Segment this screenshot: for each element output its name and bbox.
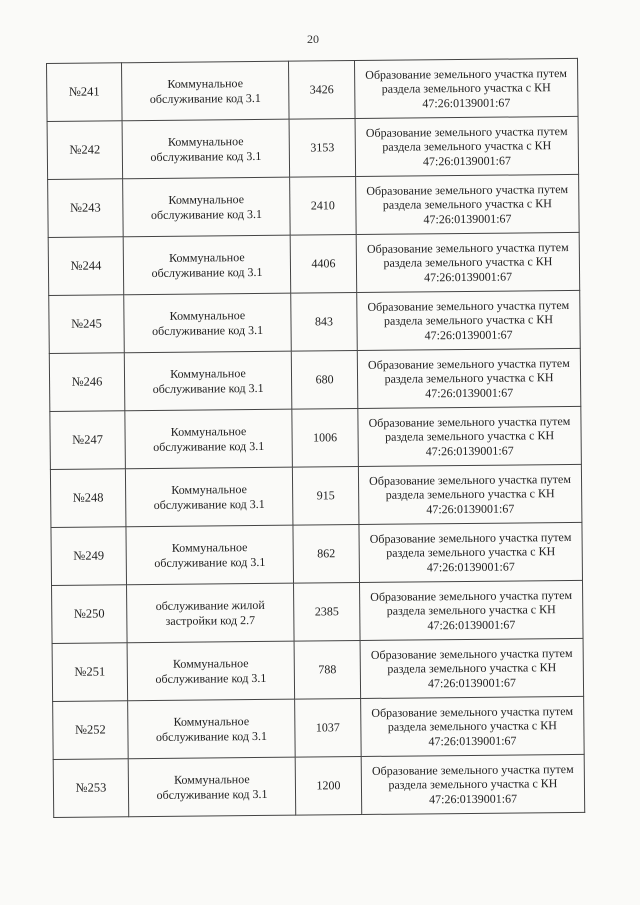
formation-method-cell-text: Образование земельного участка путем раздела земельного участка с КН 47:26:0139001:67	[367, 297, 570, 343]
formation-method-cell	[357, 348, 581, 408]
formation-method-cell-text: Образование земельного участка путем раздела земельного участка с КН 47:26:0139001:67	[369, 529, 572, 575]
table-row	[47, 58, 579, 121]
area-cell	[288, 61, 355, 120]
formation-method-cell	[355, 116, 579, 176]
permitted-use-cell	[123, 177, 291, 237]
table-row	[53, 754, 585, 817]
area-cell-text: 680	[315, 372, 334, 387]
area-cell-text: 3426	[309, 82, 334, 97]
area-cell-text: 1037	[315, 720, 340, 735]
area-cell-text: 3153	[310, 140, 335, 155]
plot-number-cell-text: №248	[72, 490, 104, 505]
area-cell	[295, 757, 362, 816]
formation-method-cell-text: Образование земельного участка путем раздела земельного участка с КН 47:26:0139001:67	[371, 761, 574, 807]
plot-number-cell	[53, 759, 129, 818]
area-cell	[290, 235, 357, 294]
permitted-use-cell-text: Коммунальное обслуживание код 3.1	[154, 539, 266, 570]
page-number: 20	[307, 32, 319, 46]
area-cell	[289, 119, 356, 178]
area-cell	[292, 467, 359, 526]
formation-method-cell	[356, 174, 580, 234]
formation-method-cell-text: Образование земельного участка путем раздела земельного участка с КН 47:26:0139001:67	[365, 65, 568, 111]
area-cell-text: 4406	[311, 256, 336, 271]
formation-method-cell-text: Образование земельного участка путем раздела земельного участка с КН 47:26:0139001:67	[369, 471, 571, 517]
plot-number-cell	[50, 469, 126, 528]
formation-method-cell	[356, 232, 580, 292]
table-row	[50, 464, 582, 527]
area-cell	[292, 409, 359, 468]
formation-method-cell	[354, 58, 578, 118]
permitted-use-cell-text: Коммунальное обслуживание код 3.1	[156, 771, 268, 802]
permitted-use-cell	[125, 409, 293, 469]
permitted-use-cell	[122, 119, 290, 179]
plot-number-cell-text: №252	[74, 722, 106, 737]
formation-method-cell-text: Образование земельного участка путем раздела земельного участка с КН 47:26:0139001:67	[370, 587, 573, 633]
permitted-use-cell	[122, 61, 290, 121]
permitted-use-cell	[125, 467, 293, 527]
plot-number-cell	[52, 643, 128, 702]
plot-number-cell	[53, 701, 129, 760]
plot-number-cell-text: №251	[74, 664, 106, 679]
table-body	[47, 58, 585, 817]
table-row	[52, 580, 584, 643]
area-cell	[294, 641, 361, 700]
plot-number-cell	[49, 295, 125, 354]
permitted-use-cell-text: обслуживание жилой застройки код 2.7	[155, 597, 265, 628]
area-cell	[293, 525, 360, 584]
permitted-use-cell	[128, 757, 296, 817]
permitted-use-cell-text: Коммунальное обслуживание код 3.1	[155, 713, 268, 744]
area-cell	[294, 583, 361, 642]
formation-method-cell	[358, 406, 582, 466]
area-cell-text: 915	[316, 488, 335, 503]
formation-method-cell-text: Образование земельного участка путем раздела земельного участка с КН 47:26:0139001:67	[368, 413, 571, 459]
formation-method-cell	[360, 638, 584, 698]
area-cell-text: 788	[318, 662, 337, 677]
land-plot-table	[46, 58, 585, 818]
table-row	[49, 348, 581, 411]
plot-number-cell-text: №249	[73, 548, 105, 563]
formation-method-cell	[361, 696, 585, 756]
table-row	[50, 406, 582, 469]
permitted-use-cell-text: Коммунальное обслуживание код 3.1	[150, 191, 263, 222]
plot-number-cell	[50, 411, 126, 470]
plot-number-cell	[51, 527, 127, 586]
plot-number-cell-text: №250	[73, 606, 105, 621]
plot-number-cell	[49, 353, 125, 412]
plot-number-cell-text: №246	[71, 374, 103, 389]
table-row	[52, 638, 584, 701]
formation-method-cell-text: Образование земельного участка путем раздела земельного участка с КН 47:26:0139001:67	[367, 355, 570, 401]
permitted-use-cell-text: Коммунальное обслуживание код 3.1	[151, 249, 263, 280]
formation-method-cell-text: Образование земельного участка путем раздела земельного участка с КН 47:26:0139001:67	[366, 181, 569, 227]
area-cell-text: 2410	[310, 198, 335, 213]
plot-number-cell	[47, 63, 123, 122]
plot-number-cell	[52, 585, 128, 644]
formation-method-cell	[358, 464, 582, 524]
permitted-use-cell	[123, 235, 291, 295]
formation-method-cell-text: Образование земельного участка путем раздела земельного участка с КН 47:26:0139001:67	[365, 123, 568, 169]
plot-number-cell-text: №244	[70, 258, 102, 273]
formation-method-cell	[359, 522, 583, 582]
plot-number-cell-text: №253	[75, 780, 107, 795]
area-cell	[291, 351, 358, 410]
table-row	[51, 522, 583, 585]
plot-number-cell	[48, 179, 124, 238]
formation-method-cell	[360, 580, 584, 640]
permitted-use-cell-text: Коммунальное обслуживание код 3.1	[155, 655, 267, 686]
permitted-use-cell-text: Коммунальное обслуживание код 3.1	[152, 365, 264, 396]
area-cell	[291, 293, 358, 352]
permitted-use-cell	[128, 699, 296, 759]
formation-method-cell-text: Образование земельного участка путем раздела земельного участка с КН 47:26:0139001:67	[370, 645, 573, 691]
plot-number-cell-text: №247	[72, 432, 104, 447]
permitted-use-cell-text: Коммунальное обслуживание код 3.1	[153, 481, 265, 512]
table-row	[49, 290, 581, 353]
area-cell-text: 2385	[314, 604, 339, 619]
permitted-use-cell-text: Коммунальное обслуживание код 3.1	[152, 307, 264, 338]
area-cell	[295, 699, 362, 758]
area-cell-text: 843	[314, 314, 334, 329]
permitted-use-cell-text: Коммунальное обслуживание код 3.1	[149, 75, 261, 106]
plot-number-cell	[48, 237, 124, 296]
area-cell	[290, 177, 357, 236]
formation-method-cell-text: Образование земельного участка путем раздела земельного участка с КН 47:26:0139001:67	[366, 239, 569, 285]
permitted-use-cell-text: Коммунальное обслуживание код 3.1	[150, 133, 262, 164]
permitted-use-cell	[124, 351, 292, 411]
plot-number-cell-text: №241	[68, 84, 100, 99]
table-row	[53, 696, 585, 759]
area-cell-text: 1200	[316, 778, 341, 793]
area-cell-text: 862	[317, 546, 336, 561]
plot-number-cell-text: №243	[69, 200, 101, 215]
plot-number-cell-text: №245	[71, 316, 102, 331]
formation-method-cell	[361, 754, 585, 814]
permitted-use-cell	[127, 583, 295, 643]
permitted-use-cell-text: Коммунальное обслуживание код 3.1	[153, 423, 265, 454]
table-row	[48, 232, 580, 295]
table-row	[48, 174, 580, 237]
permitted-use-cell	[124, 293, 292, 353]
table-row	[47, 116, 579, 179]
formation-method-cell-text: Образование земельного участка путем раздела земельного участка с КН 47:26:0139001:67	[371, 703, 574, 749]
area-cell-text: 1006	[313, 430, 338, 445]
permitted-use-cell	[127, 641, 295, 701]
permitted-use-cell	[126, 525, 294, 585]
plot-number-cell-text: №242	[69, 142, 101, 157]
formation-method-cell	[357, 290, 581, 350]
plot-number-cell	[47, 121, 123, 180]
